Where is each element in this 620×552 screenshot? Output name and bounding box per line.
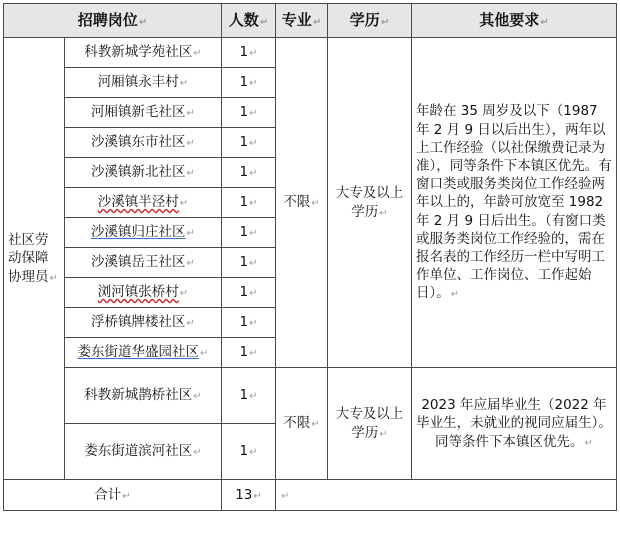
count-cell: 1↵ <box>222 278 276 308</box>
count-cell: 1↵ <box>222 68 276 98</box>
requirements-cell: 2023 年应届毕业生（2022 年毕业生，未就业的视同应届生）。同等条件下本镇区优先。↵ <box>412 368 617 480</box>
total-row <box>4 480 617 511</box>
header-count: 人数↵ <box>222 4 276 38</box>
count-cell: 1↵ <box>222 368 276 424</box>
count-cell: 1↵ <box>222 128 276 158</box>
count-cell: 1↵ <box>222 424 276 480</box>
post-cell: 娄东街道华盛园社区↵ <box>65 338 222 368</box>
education-cell: 大专及以上学历↵ <box>328 368 412 480</box>
requirements-cell: 年龄在 35 周岁及以下（1987 年 2 月 9 日以后出生），两年以上工作经验（以社保缴费记录为准），同等条件下本镇区优先。有窗口类或服务类岗位工作经验两年以上的，年龄可放宽至 1982 年 2 月 9 日后出生。（有窗口类或服务类岗位工作经验的，需在报名表的工作经历一栏中写明工作单位、工作岗位、工作起始日）。↵ <box>412 38 617 368</box>
count-cell: 1↵ <box>222 218 276 248</box>
count-cell: 1↵ <box>222 248 276 278</box>
count-cell: 1↵ <box>222 338 276 368</box>
count-cell: 1↵ <box>222 158 276 188</box>
count-cell: 1↵ <box>222 98 276 128</box>
header-requirements: 其他要求↵ <box>412 4 617 38</box>
table-row <box>4 38 617 68</box>
header-education: 学历↵ <box>328 4 412 38</box>
post-cell: 浮桥镇牌楼社区↵ <box>65 308 222 338</box>
header-row <box>4 4 617 38</box>
table-row <box>4 368 617 424</box>
post-cell: 科教新城鹊桥社区↵ <box>65 368 222 424</box>
post-cell: 河厢镇永丰村↵ <box>65 68 222 98</box>
major-cell: 不限↵ <box>276 38 328 368</box>
post-cell: 沙溪镇东市社区↵ <box>65 128 222 158</box>
major-cell: 不限↵ <box>276 368 328 480</box>
count-cell: 1↵ <box>222 188 276 218</box>
post-cell: 沙溪镇归庄社区↵ <box>65 218 222 248</box>
post-cell: 科教新城学苑社区↵ <box>65 38 222 68</box>
total-label-cell: 合计↵ <box>4 480 222 511</box>
post-cell: 娄东街道滨河社区↵ <box>65 424 222 480</box>
position-cell: 社区劳动保障协理员↵ <box>4 38 65 480</box>
count-cell: 1↵ <box>222 38 276 68</box>
post-cell: 沙溪镇半泾村↵ <box>65 188 222 218</box>
total-empty-cell: ↵ <box>276 480 617 511</box>
header-position: 招聘岗位↵ <box>4 4 222 38</box>
post-cell: 浏河镇张桥村↵ <box>65 278 222 308</box>
header-major: 专业↵ <box>276 4 328 38</box>
education-cell: 大专及以上学历↵ <box>328 38 412 368</box>
total-count-cell: 13↵ <box>222 480 276 511</box>
post-cell: 沙溪镇新北社区↵ <box>65 158 222 188</box>
count-cell: 1↵ <box>222 308 276 338</box>
post-cell: 河厢镇新毛社区↵ <box>65 98 222 128</box>
recruitment-table <box>3 3 617 511</box>
post-cell: 沙溪镇岳王社区↵ <box>65 248 222 278</box>
